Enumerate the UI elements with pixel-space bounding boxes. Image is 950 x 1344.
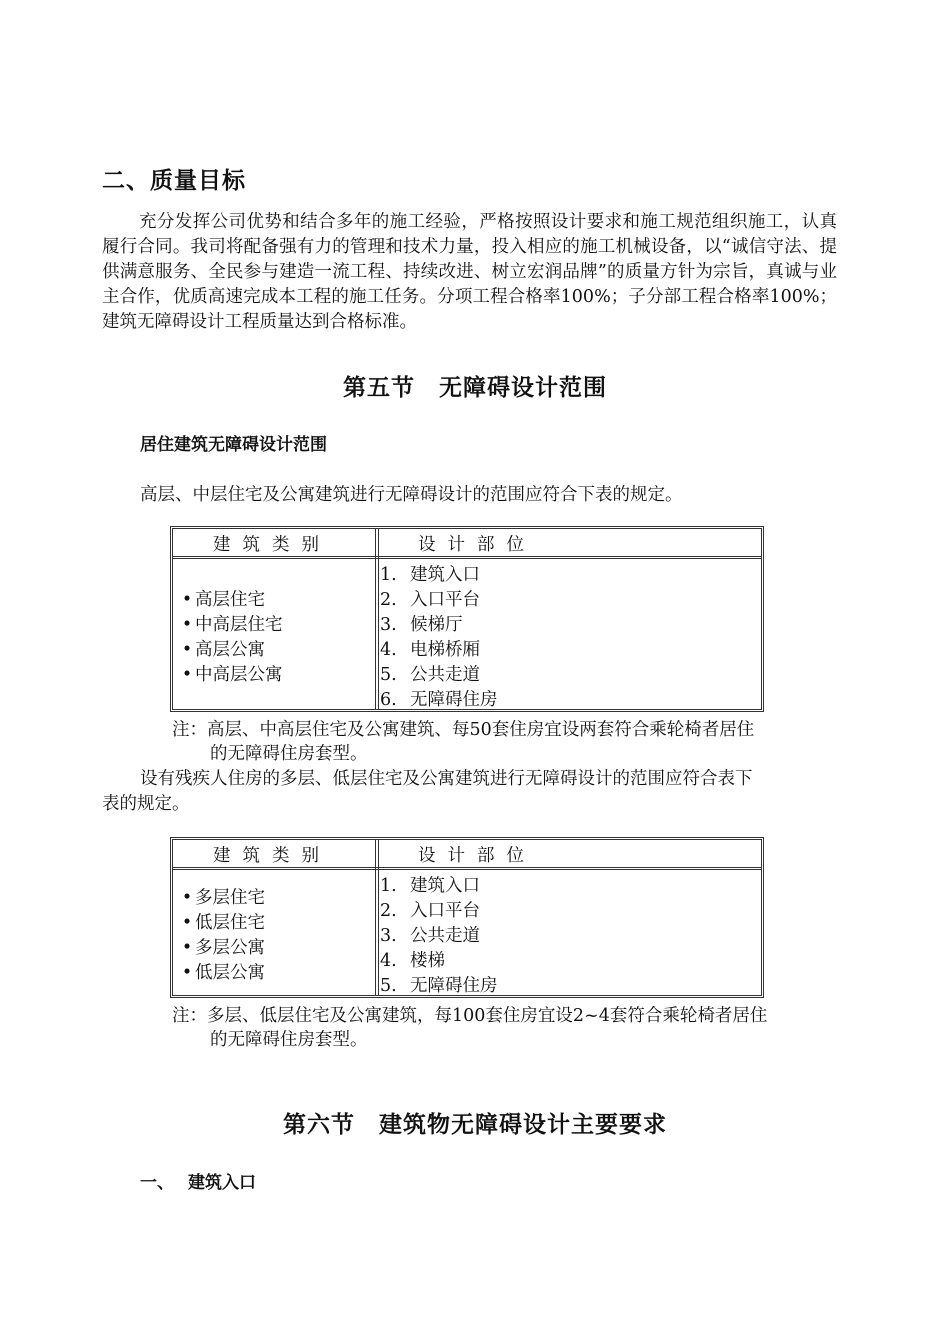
item-number: 1. xyxy=(380,565,397,585)
bullet-icon: • xyxy=(181,615,193,635)
heading-quality-goal: 二、质量目标 xyxy=(102,168,246,194)
design-part-item xyxy=(380,663,498,688)
category-label: 中高层住宅 xyxy=(195,615,283,635)
design-part-label: 无障碍住房 xyxy=(410,690,498,710)
category-label: 低层公寓 xyxy=(195,963,265,983)
bullet-icon: • xyxy=(181,913,193,933)
design-part-item xyxy=(380,949,498,974)
intro-2-line-1: 设有残疾人住房的多层、低层住宅及公寓建筑进行无障碍设计的范围应符合表下 xyxy=(140,769,753,789)
item-number: 3. xyxy=(380,926,397,946)
item-number: 5. xyxy=(380,976,397,996)
item-number: 6. xyxy=(380,690,397,710)
bullet-icon: • xyxy=(181,665,193,685)
design-part-item xyxy=(380,613,498,638)
item-number: 5. xyxy=(380,665,397,685)
item-number: 2. xyxy=(380,901,397,921)
column-divider xyxy=(375,529,379,709)
design-part-item xyxy=(380,874,498,899)
header-building-type: 建筑类别 xyxy=(213,846,331,866)
category-item xyxy=(179,911,265,936)
design-part-item xyxy=(380,588,498,613)
column-divider xyxy=(375,840,379,995)
design-part-label: 建筑入口 xyxy=(410,565,480,585)
item-number: 2. xyxy=(380,590,397,610)
category-item xyxy=(179,613,283,638)
category-item xyxy=(179,961,265,986)
design-scope-table-1 xyxy=(170,526,764,712)
bullet-icon: • xyxy=(181,888,193,908)
bullet-icon: • xyxy=(181,590,193,610)
category-item xyxy=(179,588,283,613)
category-label: 中高层公寓 xyxy=(195,665,283,685)
category-list xyxy=(179,588,283,688)
design-part-list xyxy=(380,874,498,999)
category-label: 多层公寓 xyxy=(195,938,265,958)
header-design-part: 设计部位 xyxy=(418,535,536,555)
table-header xyxy=(173,529,761,559)
category-item xyxy=(179,886,265,911)
item-number: 一、 xyxy=(140,1173,174,1193)
intro-2-line-2: 表的规定。 xyxy=(102,794,190,814)
note-2-line-2: 的无障碍住房套型。 xyxy=(210,1030,368,1050)
section5-subtitle: 居住建筑无障碍设计范围 xyxy=(140,435,327,455)
design-part-label: 建筑入口 xyxy=(410,876,480,896)
header-building-type: 建筑类别 xyxy=(213,535,331,555)
design-part-item xyxy=(380,899,498,924)
bullet-icon: • xyxy=(181,938,193,958)
item-number: 3. xyxy=(380,615,397,635)
design-part-item xyxy=(380,563,498,588)
design-part-item xyxy=(380,688,498,713)
note-1-line-1: 注：高层、中高层住宅及公寓建筑、每50套住房宜设两套符合乘轮椅者居住 xyxy=(172,720,755,740)
item-number: 4. xyxy=(380,640,397,660)
category-label: 低层住宅 xyxy=(195,913,265,933)
design-part-label: 公共走道 xyxy=(410,926,480,946)
design-part-label: 楼梯 xyxy=(410,951,445,971)
design-part-label: 无障碍住房 xyxy=(410,976,498,996)
design-scope-table-2 xyxy=(170,837,764,998)
section6-item-1 xyxy=(140,1168,256,1193)
bullet-icon: • xyxy=(181,640,193,660)
quality-paragraph: 充分发挥公司优势和结合多年的施工经验，严格按照设计要求和施工规范组织施工，认真履行合同。我司将配备强有力的管理和技术力量，投入相应的施工机械设备，以“诚信守法、提供满意服务、全民参与建造一流工程、持续改进、树立宏润品牌”的质量方针为宗旨，真诚与业主合作，优质高速完成本工程的施工任务。分项工程合格率100%；子分部工程合格率100%；建筑无障碍设计工程质量达到合格标准。 xyxy=(102,212,837,332)
design-part-item xyxy=(380,974,498,999)
note-1-line-2: 的无障碍住房套型。 xyxy=(210,744,368,764)
bullet-icon: • xyxy=(181,963,193,983)
table-header xyxy=(173,840,761,870)
category-item xyxy=(179,936,265,961)
design-part-item xyxy=(380,924,498,949)
category-item xyxy=(179,663,283,688)
section5-title: 第五节 无障碍设计范围 xyxy=(343,375,607,401)
category-item xyxy=(179,638,283,663)
design-part-label: 入口平台 xyxy=(410,901,480,921)
design-part-list xyxy=(380,563,498,713)
design-part-label: 公共走道 xyxy=(410,665,480,685)
header-design-part: 设计部位 xyxy=(418,846,536,866)
category-list xyxy=(179,886,265,986)
category-label: 多层住宅 xyxy=(195,888,265,908)
item-number: 4. xyxy=(380,951,397,971)
note-2-line-1: 注：多层、低层住宅及公寓建筑，每100套住房宜设2~4套符合乘轮椅者居住 xyxy=(172,1006,768,1026)
category-label: 高层公寓 xyxy=(195,640,265,660)
design-part-label: 电梯桥厢 xyxy=(410,640,480,660)
section6-title: 第六节 建筑物无障碍设计主要要求 xyxy=(283,1112,667,1138)
design-part-label: 候梯厅 xyxy=(410,615,463,635)
design-part-item xyxy=(380,638,498,663)
item-text: 建筑入口 xyxy=(188,1173,256,1193)
item-number: 1. xyxy=(380,876,397,896)
category-label: 高层住宅 xyxy=(195,590,265,610)
section5-intro: 高层、中层住宅及公寓建筑进行无障碍设计的范围应符合下表的规定。 xyxy=(140,485,683,505)
design-part-label: 入口平台 xyxy=(410,590,480,610)
